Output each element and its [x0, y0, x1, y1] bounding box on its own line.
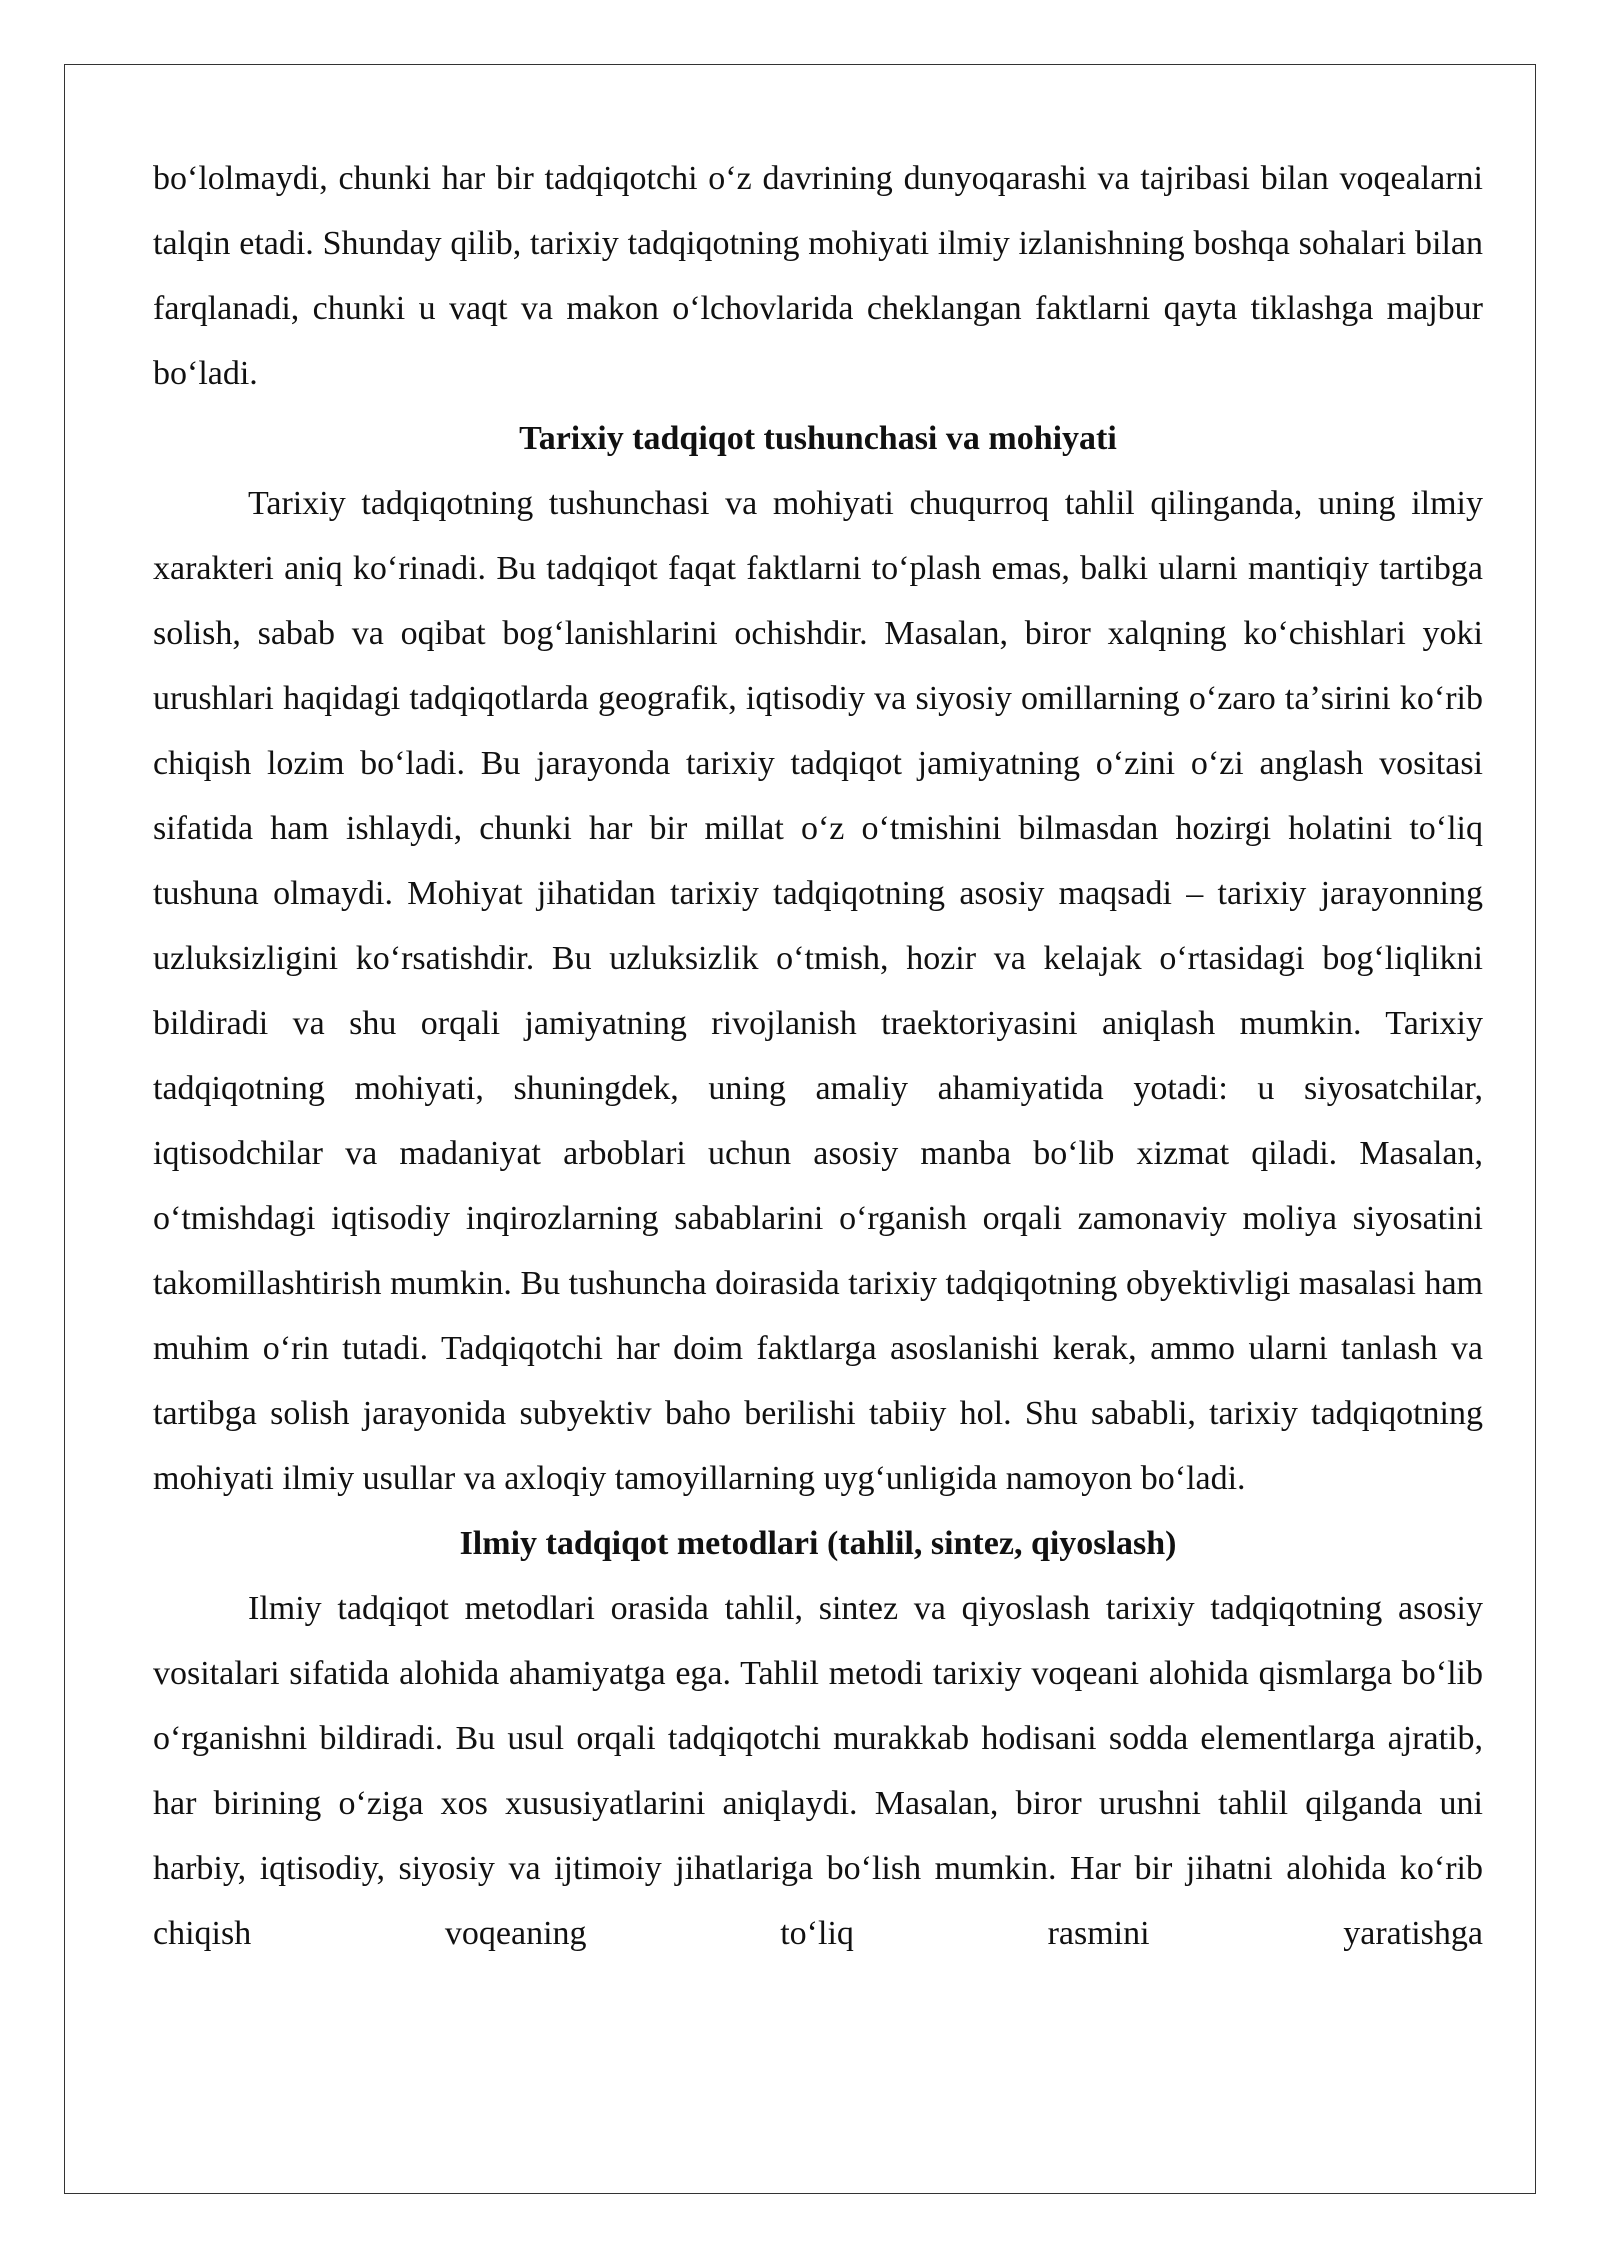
paragraph-continuation: boʻlolmaydi, chunki har bir tadqiqotchi oʻz davrining dunyoqarashi va tajribasi bilan voqealarni talqin etadi. Shunday qilib, tarixiy tadqiqotning mohiyati ilmiy izlanishning boshqa sohalari bilan farqlanadi, chunki u vaqt va makon oʻlchovlarida cheklangan faktlarni qayta tiklashga majbur boʻladi.: [153, 160, 1483, 392]
paragraph-historical-research: Tarixiy tadqiqotning tushunchasi va mohiyati chuqurroq tahlil qilinganda, uning ilmiy xarakteri aniq koʻrinadi. Bu tadqiqot faqat faktlarni toʻplash emas, balki ularni mantiqiy tartibga solish, sabab va oqibat bogʻlanishlarini ochishdir. Masalan, biror xalqning koʻchishlari yoki urushlari haqidagi tadqiqotlarda geografik, iqtisodiy va siyosiy omillarning oʻzaro taʼsirini koʻrib chiqish lozim boʻladi. Bu jarayonda tarixiy tadqiqot jamiyatning oʻzini oʻzi anglash vositasi sifatida ham ishlaydi, chunki har bir millat oʻz oʻtmishini bilmasdan hozirgi holatini toʻliq tushuna olmaydi. Mohiyat jihatidan tarixiy tadqiqotning asosiy maqsadi – tarixiy jarayonning uzluksizligini koʻrsatishdir. Bu uzluksizlik oʻtmish, hozir va kelajak oʻrtasidagi bogʻliqlikni bildiradi va shu orqali jamiyatning rivojlanish traektoriyasini aniqlash mumkin. Tarixiy tadqiqotning mohiyati, shuningdek, uning amaliy ahamiyatida yotadi: u siyosatchilar, iqtisodchilar va madaniyat arboblari uchun asosiy manba boʻlib xizmat qiladi. Masalan, oʻtmishdagi iqtisodiy inqirozlarning sabablarini oʻrganish orqali zamonaviy moliya siyosatini takomillashtirish mumkin. Bu tushuncha doirasida tarixiy tadqiqotning obyektivligi masalasi ham muhim oʻrin tutadi. Tadqiqotchi har doim faktlarga asoslanishi kerak, ammo ularni tanlash va tartibga solish jarayonida subyektiv baho berilishi tabiiy hol. Shu sababli, tarixiy tadqiqotning mohiyati ilmiy usullar va axloqiy tamoyillarning uygʻunligida namoyon boʻladi.: [153, 485, 1483, 1497]
document-body: [153, 146, 1483, 1966]
paragraph-research-methods: Ilmiy tadqiqot metodlari orasida tahlil, sintez va qiyoslash tarixiy tadqiqotning asosiy vositalari sifatida alohida ahamiyatga ega. Tahlil metodi tarixiy voqeani alohida qismlarga boʻlib oʻrganishni bildiradi. Bu usul orqali tadqiqotchi murakkab hodisani sodda elementlarga ajratib, har birining oʻziga xos xususiyatlarini aniqlaydi. Masalan, biror urushni tahlil qilganda uni harbiy, iqtisodiy, siyosiy va ijtimoiy jihatlariga boʻlish mumkin. Har bir jihatni alohida koʻrib chiqish voqeaning toʻliq rasmini yaratishga: [153, 1590, 1483, 1952]
section-heading-research-methods: Ilmiy tadqiqot metodlari (tahlil, sintez, qiyoslash): [459, 1525, 1177, 1562]
section-heading-historical-research: Tarixiy tadqiqot tushunchasi va mohiyati: [519, 420, 1117, 457]
